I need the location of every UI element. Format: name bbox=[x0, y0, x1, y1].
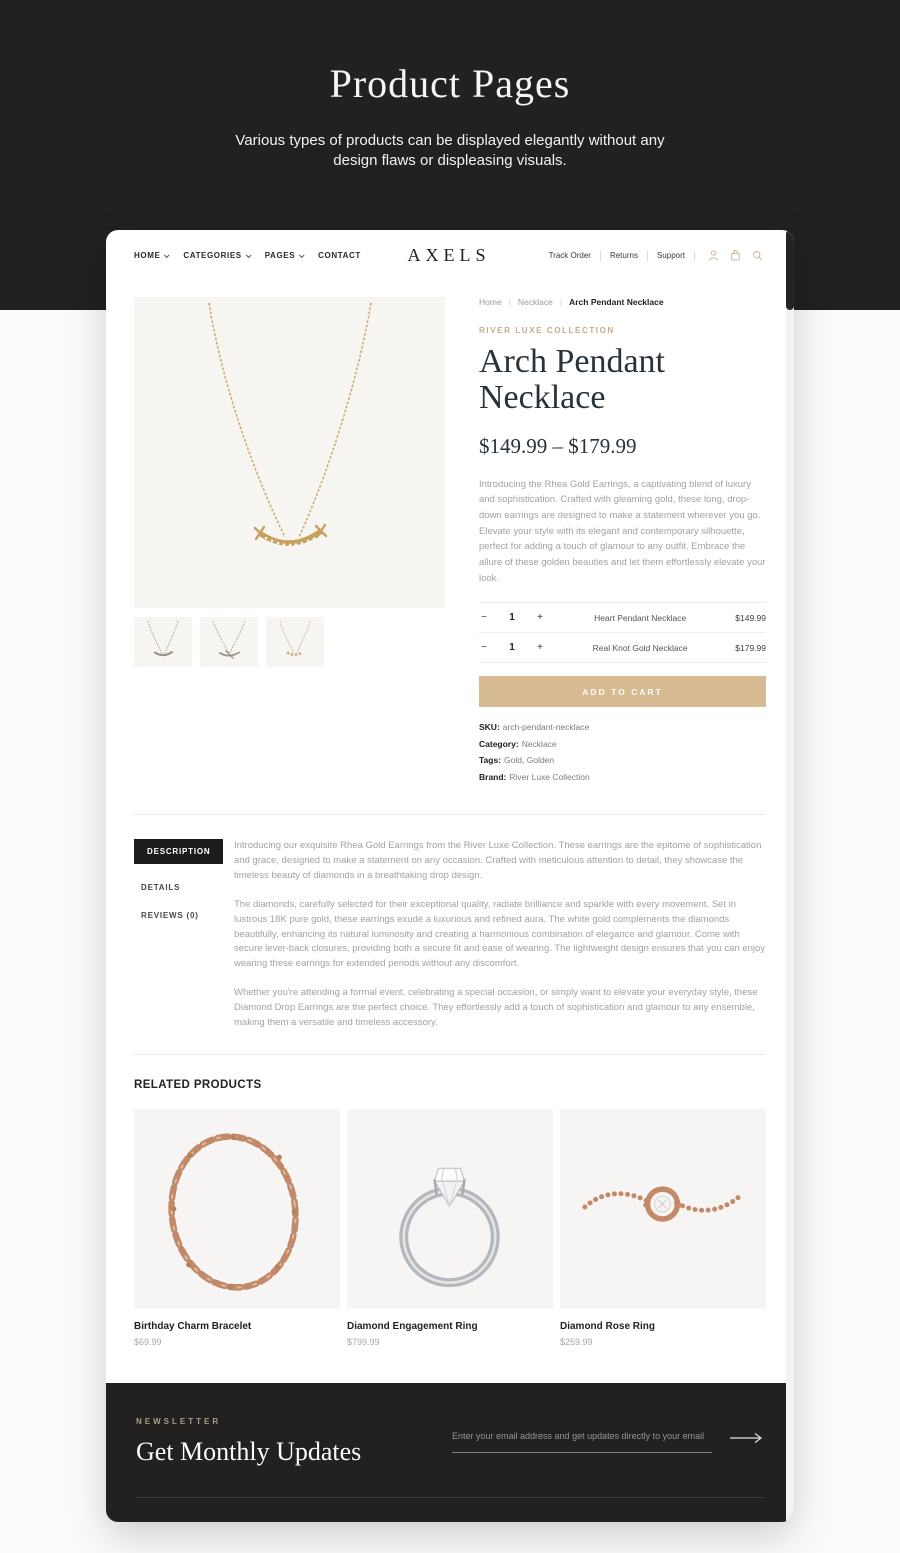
necklace-thumb-image bbox=[200, 617, 258, 667]
meta-category bbox=[479, 739, 766, 749]
necklace-image bbox=[134, 297, 445, 608]
minus-button[interactable]: − bbox=[481, 612, 487, 624]
quantity-stepper bbox=[479, 642, 545, 653]
ring-image bbox=[347, 1109, 553, 1309]
related-product-image bbox=[347, 1109, 553, 1309]
related-product-bracelet[interactable] bbox=[134, 1109, 340, 1347]
tabs-column bbox=[134, 839, 234, 1030]
tabs-section bbox=[134, 814, 766, 1055]
nav-item-label: PAGES bbox=[264, 251, 296, 260]
meta-label: Brand: bbox=[479, 771, 507, 782]
footer-divider bbox=[136, 1497, 764, 1509]
newsletter-title: Get Monthly Updates bbox=[136, 1437, 362, 1467]
breadcrumb-current: Arch Pendant Necklace bbox=[569, 297, 664, 307]
meta-brand bbox=[479, 772, 766, 782]
related-product-name: Birthday Charm Bracelet bbox=[134, 1321, 252, 1333]
account-icon[interactable] bbox=[707, 249, 720, 262]
nav-item-pages[interactable] bbox=[265, 251, 303, 260]
necklace-thumb-image bbox=[134, 617, 192, 667]
related-product-name: Diamond Engagement Ring bbox=[347, 1321, 478, 1333]
variant-name: Real Knot Gold Necklace bbox=[592, 642, 688, 653]
divider bbox=[600, 251, 601, 261]
related-grid bbox=[134, 1109, 766, 1347]
description-paragraph: Introducing our exquisite Rhea Gold Earrings from the River Luxe Collection. These earrings are the epitome of sophistication and grace, designed to make a statement on any occasion. Crafted with meticulous attention to detail, they showcase the timeless beauty of diamonds in a breathtaking drop design. bbox=[234, 840, 762, 882]
related-product-name: Diamond Rose Ring bbox=[560, 1321, 656, 1333]
variant-price: $149.99 bbox=[735, 612, 766, 623]
minus-button[interactable]: − bbox=[481, 642, 487, 654]
support-link[interactable]: Support bbox=[656, 251, 685, 260]
product-main bbox=[106, 279, 794, 788]
breadcrumb-necklace[interactable]: Necklace bbox=[517, 297, 553, 307]
short-description: Introducing the Rhea Gold Earrings, a captivating blend of luxury and sophistication. Crafted with gleaming gold, these long, drop-down earrings are designed to make a statement wherever you go. Elevate your style with its elegant and contemporary silhouette, perfect for adding a touch of glamour to any outfit. Embrace the allure of these golden beauties and let them effortlessly elevate your look. bbox=[479, 478, 766, 584]
product-gallery bbox=[134, 297, 445, 788]
chevron-down-icon bbox=[164, 252, 170, 258]
quantity-value: 1 bbox=[509, 612, 515, 624]
email-input[interactable] bbox=[452, 1431, 712, 1453]
product-info bbox=[479, 297, 766, 788]
related-product-price: $799.99 bbox=[347, 1337, 380, 1348]
chevron-down-icon bbox=[246, 252, 252, 258]
divider bbox=[647, 251, 648, 261]
tab-reviews[interactable]: REVIEWS (0) bbox=[141, 911, 199, 921]
breadcrumb bbox=[479, 297, 766, 307]
product-page-card bbox=[106, 230, 794, 1522]
tab-description[interactable]: DESCRIPTION bbox=[134, 839, 223, 864]
tab-content bbox=[234, 839, 766, 1030]
meta-value: Necklace bbox=[521, 738, 557, 749]
nav-item-label: CATEGORIES bbox=[183, 251, 242, 260]
scrollbar-thumb[interactable] bbox=[786, 230, 794, 310]
related-product-price: $259.99 bbox=[560, 1337, 593, 1348]
product-title: Arch Pendant Necklace bbox=[479, 343, 666, 417]
bag-icon[interactable] bbox=[729, 249, 742, 262]
variant-list bbox=[479, 602, 766, 663]
meta-value: Gold, Golden bbox=[504, 755, 555, 766]
quantity-value: 1 bbox=[509, 642, 515, 654]
thumbnail-row bbox=[134, 617, 445, 667]
product-meta bbox=[479, 722, 766, 782]
meta-sku bbox=[479, 722, 766, 732]
collection-label: RIVER LUXE COLLECTION bbox=[479, 326, 615, 335]
returns-link[interactable]: Returns bbox=[609, 251, 638, 260]
tab-details[interactable]: DETAILS bbox=[141, 883, 181, 893]
breadcrumb-separator: | bbox=[508, 297, 511, 307]
nav-item-home[interactable] bbox=[134, 251, 168, 260]
divider bbox=[694, 251, 695, 261]
chevron-down-icon bbox=[299, 252, 305, 258]
nav-item-categories[interactable] bbox=[183, 251, 249, 260]
related-product-rose-ring[interactable] bbox=[560, 1109, 766, 1347]
variant-row bbox=[479, 603, 766, 633]
scrollbar-track[interactable] bbox=[786, 230, 794, 1522]
meta-label: Tags: bbox=[479, 755, 502, 766]
necklace-thumb-image bbox=[266, 617, 324, 667]
newsletter-form bbox=[452, 1431, 764, 1453]
nav-item-label: CONTACT bbox=[318, 251, 361, 260]
nav-utilities bbox=[491, 249, 765, 262]
page-title: Product Pages bbox=[329, 61, 571, 106]
newsletter-text-block bbox=[136, 1417, 361, 1467]
top-navbar bbox=[106, 230, 794, 279]
plus-button[interactable]: + bbox=[537, 612, 543, 624]
product-main-image[interactable] bbox=[134, 297, 445, 608]
related-products-section bbox=[106, 1055, 794, 1347]
thumbnail-2[interactable] bbox=[200, 617, 258, 667]
meta-label: Category: bbox=[479, 738, 519, 749]
variant-row bbox=[479, 633, 766, 663]
variant-name: Heart Pendant Necklace bbox=[594, 612, 687, 623]
meta-tags bbox=[479, 755, 766, 765]
related-heading: RELATED PRODUCTS bbox=[134, 1079, 262, 1092]
breadcrumb-separator: | bbox=[559, 297, 563, 307]
rose-ring-image bbox=[560, 1109, 766, 1309]
newsletter-label: NEWSLETTER bbox=[136, 1417, 222, 1427]
nav-icons bbox=[707, 249, 764, 262]
nav-item-label: HOME bbox=[134, 251, 161, 260]
variant-price: $179.99 bbox=[735, 642, 766, 653]
price-range: $149.99 – $179.99 bbox=[479, 433, 637, 458]
nav-links bbox=[134, 251, 408, 260]
description-paragraph: The diamonds, carefully selected for their exceptional quality, radiate brilliance and sparkle with every movement. Set in lustrous 18K pure gold, these earrings exude a luxurious and refined aura. The white gold complements the diamonds beautifully, enhancing its natural luminosity and creating a harmonious combination of elegance and glamour. Come with secure lever-back closures, providing both a secure fit and ease of wearing. The lightweight design ensures that you can enjoy wearing these earrings for extended periods without any discomfort. bbox=[234, 898, 766, 970]
add-to-cart-button[interactable]: ADD TO CART bbox=[479, 676, 766, 707]
thumbnail-1[interactable] bbox=[134, 617, 192, 667]
track-order-link[interactable]: Track Order bbox=[548, 251, 591, 260]
bracelet-image bbox=[134, 1109, 340, 1309]
newsletter-footer bbox=[106, 1383, 794, 1522]
search-icon[interactable] bbox=[751, 249, 764, 262]
page-subtitle: Various types of products can be displayed elegantly without any design flaws or displeasing visuals. bbox=[235, 132, 665, 170]
submit-arrow-icon[interactable] bbox=[728, 1432, 764, 1444]
meta-value: arch-pendant-necklace bbox=[502, 722, 590, 733]
breadcrumb-home[interactable]: Home bbox=[479, 297, 502, 307]
plus-button[interactable]: + bbox=[537, 642, 543, 654]
meta-label: SKU: bbox=[479, 722, 500, 733]
thumbnail-3[interactable] bbox=[266, 617, 324, 667]
description-paragraph: Whether you're attending a formal event, celebrating a special occasion, or simply want to elevate your everyday style, these Diamond Drop Earrings are the perfect choice. They effortlessly add a touch of sophistication and glamour to any ensemble, making them a versatile and timeless accessory. bbox=[234, 986, 758, 1028]
related-product-image bbox=[560, 1109, 766, 1309]
quantity-stepper bbox=[479, 612, 545, 623]
meta-value: River Luxe Collection bbox=[509, 771, 590, 782]
related-product-price: $69.99 bbox=[134, 1337, 162, 1348]
related-product-engagement-ring[interactable] bbox=[347, 1109, 553, 1347]
related-product-image bbox=[134, 1109, 340, 1309]
nav-item-contact[interactable] bbox=[318, 251, 361, 260]
store-logo[interactable]: AXELS bbox=[407, 245, 491, 265]
